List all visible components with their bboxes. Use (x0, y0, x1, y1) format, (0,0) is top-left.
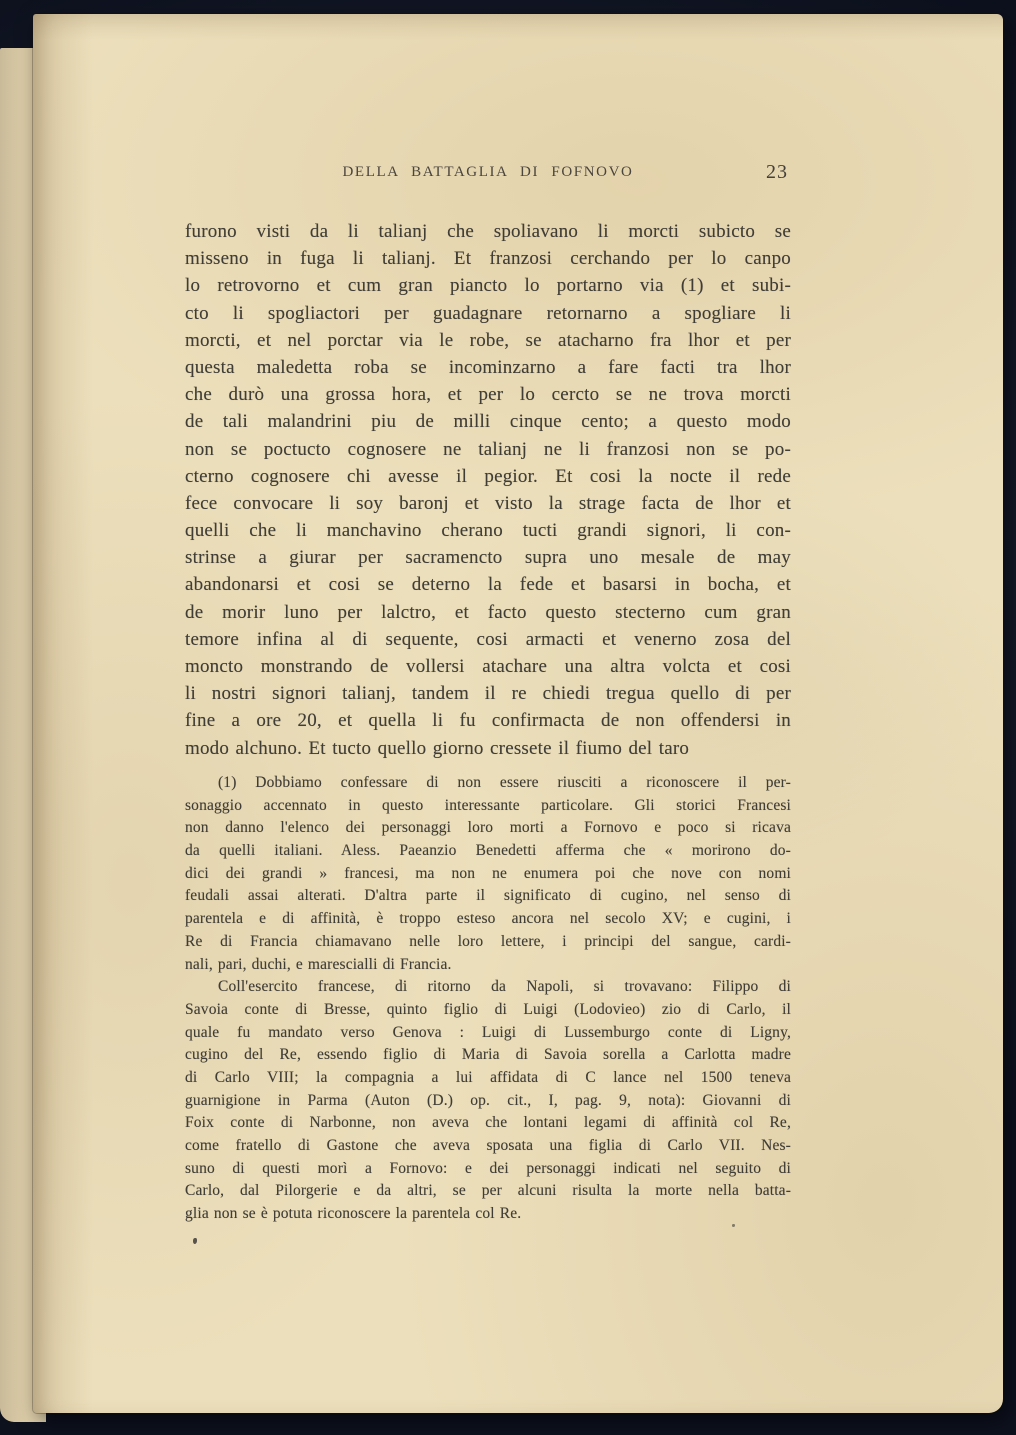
text-line: quelli che li manchavino cherano tucti grandi signori, li con- (185, 520, 791, 542)
text-line: cto li spogliactori per guadagnare retornarno a spogliare li (185, 302, 791, 324)
text-line: li nostri signori talianj, tandem il re chiedi tregua quello di per (185, 683, 791, 705)
running-header (185, 161, 791, 187)
text-line: abandonarsi et cosi se deterno la fede et basarsi in bocha, et (185, 574, 791, 596)
page-number: 23 (766, 161, 788, 183)
text-line: modo alchuno. Et tucto quello giorno cressete il fiumo del taro (185, 737, 690, 759)
text-line: glia non se è potuta riconoscere la parentela col Re. (185, 1205, 522, 1223)
footnote-block (185, 772, 791, 1226)
text-line: come fratello di Gastone che aveva sposata una figlia di Carlo VII. Nes- (185, 1137, 791, 1154)
ink-speck (732, 1224, 735, 1227)
main-text-block (185, 218, 791, 762)
text-line: fece convocare li soy baronj et visto la strage facta de lhor et (185, 492, 791, 514)
text-line: Re di Francia chiamavano nelle loro lettere, i principi del sangue, cardi- (185, 932, 791, 950)
text-line: guarnigione in Parma (Auton (D.) op. cit., I, pag. 9, nota): Giovanni di (185, 1091, 791, 1109)
text-line: cterno cognosere chi avesse il pegior. Et cosi la nocte il rede (185, 465, 791, 487)
text-line: moncto monstrando de vollersi atachare una altra volcta et cosi (185, 656, 791, 677)
text-line: quale fu mandato verso Genova : Luigi di Lussemburgo conte di Ligny, (185, 1023, 791, 1041)
text-line: parentela e di affinità, è troppo esteso ancora nel secolo XV; e cugini, i (185, 910, 791, 928)
text-line: misseno in fuga li talianj. Et franzosi cerchando per lo canpo (185, 248, 791, 270)
text-line: lo retrovorno et cum gran piancto lo portarno via (1) et subi- (185, 275, 791, 297)
text-line: feudali assai alterati. D'altra parte il significato di cugino, nel senso di (185, 887, 791, 905)
text-line: cugino del Re, essendo figlio di Maria di Savoia sorella a Carlotta madre (185, 1046, 791, 1064)
text-line: da quelli italiani. Aless. Paeanzio Benedetti afferma che « morirono do- (185, 842, 791, 860)
text-line: Savoia conte di Bresse, quinto figlio di Luigi (Lodovieo) zio di Carlo, il (185, 1000, 791, 1018)
text-line: de tali malandrini piu de milli cinque cento; a questo modo (185, 411, 791, 433)
page-header-title: DELLA BATTAGLIA DI FOFNOVO (342, 164, 634, 180)
text-line: suno di questi morì a Fornovo: e dei personaggi indicati nel seguito di (185, 1159, 791, 1177)
ink-speck (193, 1238, 197, 1244)
text-line: Coll'esercito francese, di ritorno da Napoli, si trovavano: Filippo di (218, 978, 791, 996)
text-line: Carlo, dal Pilorgerie e da altri, se per alcuni risulta la morte nella batta- (185, 1182, 791, 1200)
text-line: non danno l'elenco dei personaggi loro morti a Fornovo e poco si ricava (185, 819, 791, 837)
text-line: temore infina al di sequente, cosi armacti et venerno zosa del (185, 628, 791, 650)
book-page (33, 14, 1003, 1413)
text-line: che durò una grossa hora, et per lo cercto se ne trova morcti (185, 384, 791, 406)
text-line: strinse a giurar per sacramencto supra uno mesale de may (185, 547, 791, 569)
text-line: Foix conte di Narbonne, non aveva che lontani legami di affinità col Re, (185, 1114, 791, 1132)
text-line: morcti, et nel porctar via le robe, se atacharno fra lhor et per (185, 329, 791, 351)
text-line: dici dei grandi » francesi, ma non ne enumera poi che nove con nomi (185, 864, 791, 882)
text-line: non se poctucto cognosere ne talianj ne li franzosi non se po- (185, 438, 791, 460)
text-line: nali, pari, duchi, e marescialli di Francia. (185, 955, 452, 973)
text-line: furono visti da li talianj che spoliavano li morcti subicto se (185, 221, 791, 242)
text-line: questa maledetta roba se incominzarno a fare facti tra lhor (185, 356, 791, 378)
text-line: fine a ore 20, et quella li fu confirmacta de non offendersi in (185, 710, 791, 732)
text-line: (1) Dobbiamo confessare di non essere riusciti a riconoscere il per- (218, 774, 791, 791)
text-line: sonaggio accennato in questo interessante particolare. Gli storici Francesi (185, 796, 791, 814)
text-line: de morir luno per lalctro, et facto questo stecterno cum gran (185, 601, 791, 623)
text-line: di Carlo VIII; la compagnia a lui affidata di C lance nel 1500 teneva (185, 1068, 791, 1086)
